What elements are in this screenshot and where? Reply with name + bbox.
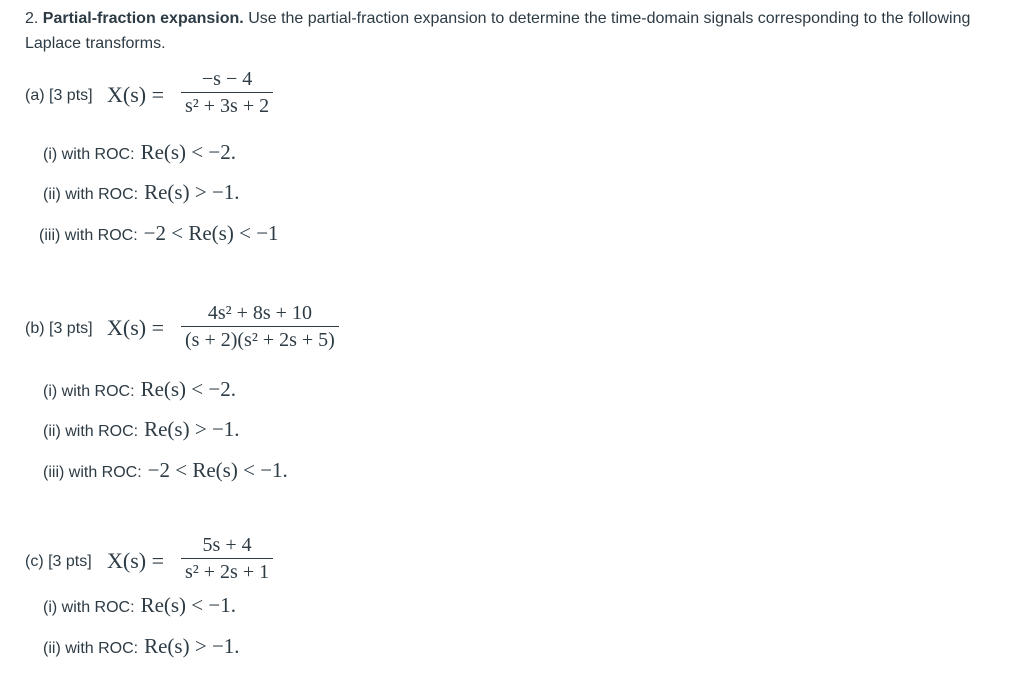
roc-expr: Re(s) > −1. bbox=[144, 417, 240, 441]
part-a-roc-3 bbox=[39, 221, 279, 246]
roc-expr: −2 < Re(s) < −1. bbox=[147, 458, 288, 482]
part-c-roc-1 bbox=[43, 593, 236, 618]
roc-expr: Re(s) < −2. bbox=[140, 377, 236, 401]
roc-expr: Re(s) > −1. bbox=[144, 634, 240, 658]
roc-label: (iii) with ROC: bbox=[39, 227, 138, 244]
roc-expr: −2 < Re(s) < −1 bbox=[143, 221, 279, 245]
part-a-lhs: X(s) = bbox=[107, 82, 165, 107]
part-b-denominator: (s + 2)(s² + 2s + 5) bbox=[185, 329, 335, 351]
roc-expr: Re(s) < −2. bbox=[140, 140, 236, 164]
roc-expr: Re(s) < −1. bbox=[140, 593, 236, 617]
roc-label: (i) with ROC: bbox=[43, 383, 135, 400]
problem-text: Use the partial-fraction expansion to determine the time-domain signals corresponding to the following Laplace transforms. bbox=[25, 10, 971, 52]
part-b-roc-1 bbox=[43, 377, 236, 402]
part-b-fraction bbox=[181, 300, 339, 353]
part-a-label: (a) [3 pts] bbox=[25, 87, 93, 104]
part-a-numerator: −s − 4 bbox=[201, 68, 253, 90]
roc-label: (iii) with ROC: bbox=[43, 464, 142, 481]
part-b-roc-2 bbox=[43, 417, 240, 442]
part-a-roc-2 bbox=[43, 180, 240, 205]
roc-label: (i) with ROC: bbox=[43, 146, 135, 163]
part-b-numerator: 4s² + 8s + 10 bbox=[207, 302, 312, 324]
part-c-denominator: s² + 2s + 1 bbox=[185, 561, 270, 583]
part-a-roc-1 bbox=[43, 140, 236, 165]
problem-number: 2. bbox=[25, 10, 39, 27]
roc-label: (ii) with ROC: bbox=[43, 423, 139, 440]
roc-label: (i) with ROC: bbox=[43, 599, 135, 616]
part-c-fraction bbox=[181, 532, 273, 585]
part-a-denominator: s² + 3s + 2 bbox=[185, 95, 270, 117]
part-b-label: (b) [3 pts] bbox=[25, 320, 93, 337]
roc-label: (ii) with ROC: bbox=[43, 186, 139, 203]
part-b-roc-3 bbox=[43, 458, 288, 483]
part-a-fraction bbox=[181, 66, 273, 119]
part-b-lhs: X(s) = bbox=[107, 315, 165, 340]
part-c-label: (c) [3 pts] bbox=[25, 553, 92, 570]
part-c-numerator: 5s + 4 bbox=[202, 534, 252, 556]
part-c-lhs: X(s) = bbox=[107, 548, 165, 573]
problem-intro bbox=[25, 6, 995, 56]
problem-title: Partial-fraction expansion. bbox=[42, 10, 244, 27]
roc-expr: Re(s) > −1. bbox=[144, 180, 240, 204]
roc-label: (ii) with ROC: bbox=[43, 640, 139, 657]
part-c-roc-2 bbox=[43, 634, 240, 659]
